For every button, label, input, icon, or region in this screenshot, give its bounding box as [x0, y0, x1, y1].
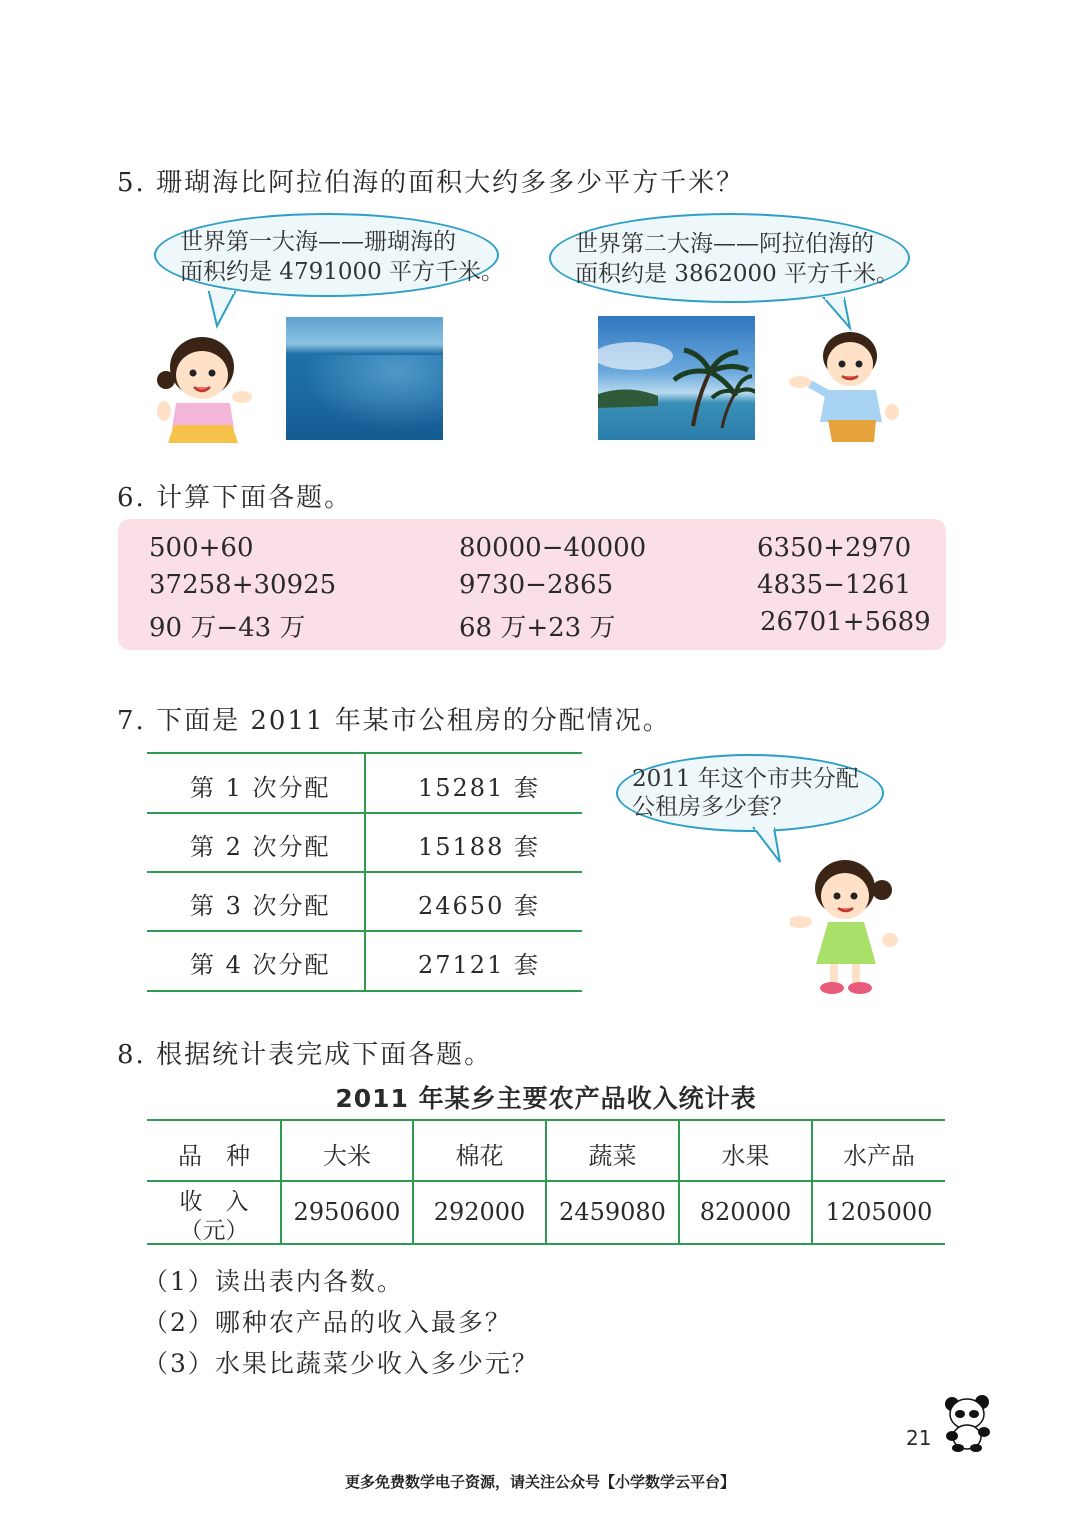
allocation-count: 15188 套 — [418, 833, 540, 861]
column-header: 大米 — [323, 1142, 371, 1170]
row-label-unit: （元） — [179, 1218, 249, 1244]
palm-tree-icon — [598, 316, 755, 440]
coral-sea-photo — [286, 317, 443, 440]
sub-question: （1）读出表内各数。 — [143, 1267, 404, 1296]
column-header: 水果 — [721, 1142, 770, 1170]
calc-expression: 9730−2865 — [459, 570, 614, 600]
footer-note: 更多免费数学电子资源，请关注公众号【小学数学云平台】 — [344, 1473, 735, 1491]
arabian-sea-photo — [598, 316, 755, 440]
calc-expression: 68 万+23 万 — [459, 613, 616, 643]
q6-title: 6. 计算下面各题。 — [117, 483, 353, 513]
page-number: 21 — [906, 1426, 932, 1450]
calc-expression: 80000−40000 — [459, 533, 647, 563]
q8-title: 8. 根据统计表完成下面各题。 — [117, 1040, 493, 1070]
bubble-text: 世界第一大海——珊瑚海的 — [180, 229, 456, 255]
income-value: 1205000 — [825, 1198, 933, 1226]
boy-illustration — [788, 322, 903, 444]
allocation-count: 15281 套 — [418, 774, 540, 802]
bubble-text: 面积约是 3862000 平方千米。 — [575, 261, 900, 287]
calc-expression: 6350+2970 — [757, 533, 912, 563]
q5-title: 5. 珊瑚海比阿拉伯海的面积大约多多少平方千米？ — [117, 168, 745, 198]
speech-bubble-coral-sea — [154, 213, 505, 297]
income-value: 2950600 — [293, 1198, 401, 1226]
speech-bubble-arabian-sea — [549, 213, 910, 303]
speech-bubble-question — [616, 754, 884, 832]
income-value: 292000 — [433, 1198, 526, 1226]
q7-title: 7. 下面是 2011 年某市公租房的分配情况。 — [117, 706, 671, 736]
income-value: 2459080 — [559, 1198, 666, 1226]
bubble-text: 面积约是 4791000 平方千米。 — [180, 259, 505, 285]
allocation-round: 第 3 次分配 — [190, 892, 331, 920]
income-value: 820000 — [699, 1198, 792, 1226]
allocation-count: 27121 套 — [418, 951, 540, 979]
calc-expression: 37258+30925 — [149, 570, 337, 600]
sub-question: （2）哪种农产品的收入最多？ — [143, 1308, 512, 1337]
girl-illustration — [790, 850, 900, 995]
table-title: 2011 年某乡主要农产品收入统计表 — [335, 1084, 757, 1113]
bubble-tail — [205, 290, 245, 330]
allocation-round: 第 1 次分配 — [190, 774, 331, 802]
calc-expression: 500+60 — [149, 533, 254, 563]
allocation-round: 第 2 次分配 — [190, 833, 331, 861]
bubble-tail — [750, 826, 790, 866]
table-divider — [364, 752, 366, 992]
bubble-text: 2011 年这个市共分配 — [632, 766, 859, 792]
column-header: 棉花 — [455, 1142, 504, 1170]
header-label: 品 种 — [178, 1142, 250, 1170]
allocation-count: 24650 套 — [418, 892, 540, 920]
calc-expression: 26701+5689 — [760, 607, 931, 637]
girl-illustration — [150, 325, 260, 445]
calc-expression: 90 万−43 万 — [149, 613, 306, 643]
allocation-round: 第 4 次分配 — [190, 951, 331, 979]
sub-question: （3）水果比蔬菜少收入多少元？ — [143, 1349, 539, 1378]
calc-expression: 4835−1261 — [757, 570, 912, 600]
panda-icon — [940, 1392, 996, 1452]
column-header: 蔬菜 — [588, 1142, 637, 1170]
bubble-text: 公租房多少套？ — [632, 794, 793, 820]
column-header: 水产品 — [843, 1142, 915, 1170]
row-label: 收 入 — [179, 1189, 249, 1215]
bubble-text: 世界第二大海——阿拉伯海的 — [575, 231, 874, 257]
